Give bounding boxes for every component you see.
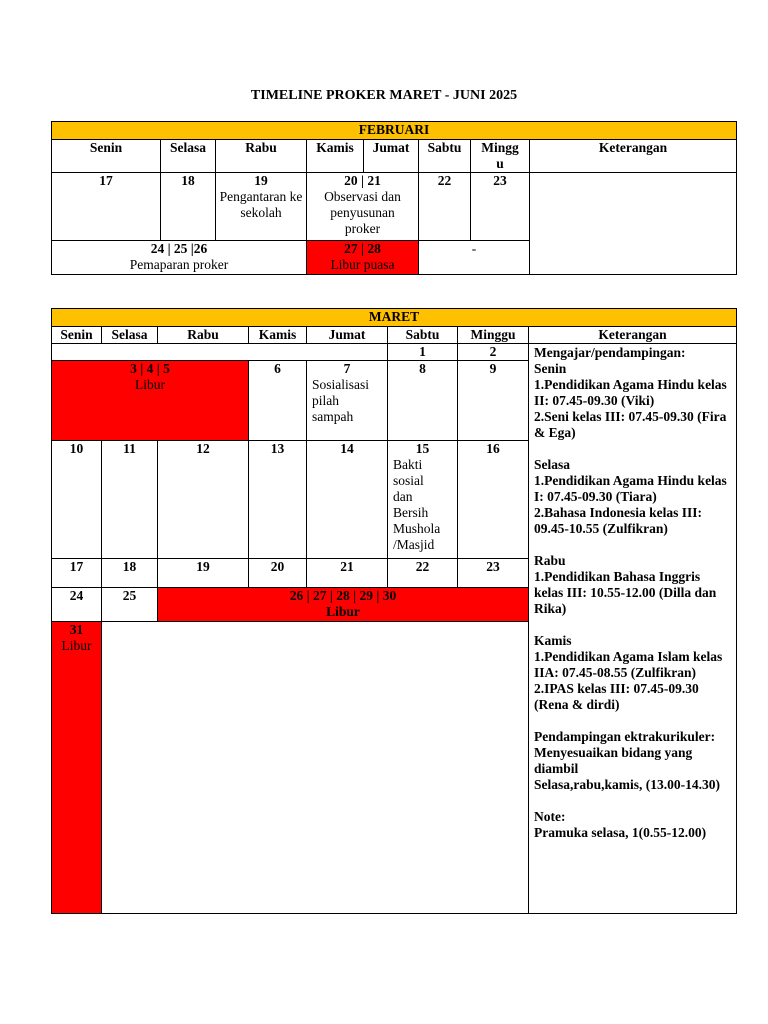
spacer	[534, 617, 731, 633]
day-event: Libur	[61, 638, 92, 653]
notes-senin-item: 1.Pendidikan Agama Hindu kelas II: 07.45-09.30 (Viki)	[534, 377, 727, 408]
day-number: 27 | 28	[344, 241, 381, 256]
keterangan-header: Keterangan	[530, 140, 737, 173]
day-header-selasa: Selasa	[102, 327, 158, 344]
day-header-sabtu: Sabtu	[388, 327, 458, 344]
day-header-rabu: Rabu	[158, 327, 249, 344]
notes-ekstra-item: Menyesuaikan bidang yang diambil	[534, 745, 693, 776]
day-header-jumat: Jumat	[307, 327, 388, 344]
empty-cell	[52, 344, 388, 361]
keterangan-notes	[529, 344, 737, 914]
day-cell-17: 17	[52, 173, 161, 241]
empty-cell	[102, 622, 529, 914]
spacer	[534, 441, 731, 457]
day-event: Libur	[326, 604, 360, 619]
empty-cell: -	[419, 241, 530, 275]
day-cell-25: 25	[102, 588, 158, 622]
day-event: Pengantaran ke sekolah	[219, 189, 303, 220]
day-cell-6: 6	[249, 361, 307, 441]
day-header-senin: Senin	[52, 140, 161, 173]
notes-senin-item: 2.Seni kelas III: 07.45-09.30 (Fira & Ega)	[534, 409, 727, 440]
day-number: 20 | 21	[344, 173, 381, 188]
day-header-minggu: Mingg u	[471, 140, 530, 173]
day-cell-16: 16	[458, 441, 529, 559]
day-event: Sosialisasi pilah sampah	[312, 377, 370, 424]
notes-senin-label: Senin	[534, 361, 567, 376]
page-title: TIMELINE PROKER MARET - JUNI 2025	[250, 88, 518, 103]
day-header-jumat: Jumat	[364, 140, 419, 173]
notes-kamis-item: 2.IPAS kelas III: 07.45-09.30 (Rena & dirdi)	[534, 681, 699, 712]
keterangan-cell	[530, 173, 737, 275]
day-cell-14: 14	[307, 441, 388, 559]
day-cell-3-5	[52, 361, 249, 441]
spacer	[534, 537, 731, 553]
notes-note-label: Note:	[534, 809, 566, 824]
day-header-rabu: Rabu	[216, 140, 307, 173]
day-cell-24-26	[52, 241, 307, 275]
day-cell-23: 23	[458, 559, 529, 588]
notes-rabu-label: Rabu	[534, 553, 566, 568]
notes-selasa-item: 2.Bahasa Indonesia kelas III: 09.45-10.55 (Zulfikran)	[534, 505, 703, 536]
day-cell-15	[388, 441, 458, 559]
day-cell-8: 8	[388, 361, 458, 441]
day-cell-13: 13	[249, 441, 307, 559]
day-event: Bakti sosial dan Bersih Mushola /Masjid	[393, 457, 441, 552]
month-header-februari: FEBRUARI	[52, 122, 737, 140]
spacer	[534, 713, 731, 729]
day-event: Libur	[135, 377, 165, 392]
day-cell-22: 22	[419, 173, 471, 241]
notes-rabu-item: 1.Pendidikan Bahasa Inggris kelas III: 10.55-12.00 (Dilla dan Rika)	[534, 569, 717, 616]
day-number: 3 | 4 | 5	[130, 361, 170, 376]
day-number: 7	[343, 361, 351, 376]
day-number: 24 | 25 |26	[150, 241, 208, 256]
notes-kamis-label: Kamis	[534, 633, 572, 648]
february-table	[51, 121, 737, 275]
notes-selasa-label: Selasa	[534, 457, 571, 472]
notes-ekstra-label: Pendampingan ektrakurikuler:	[534, 729, 716, 744]
day-cell-24: 24	[52, 588, 102, 622]
keterangan-header: Keterangan	[529, 327, 737, 344]
day-number: 15	[415, 441, 430, 456]
day-cell-18: 18	[102, 559, 158, 588]
day-cell-10: 10	[52, 441, 102, 559]
day-number: 31	[69, 622, 84, 637]
day-number: 26 | 27 | 28 | 29 | 30	[289, 588, 397, 603]
day-cell-7	[307, 361, 388, 441]
day-cell-20-21	[307, 173, 419, 241]
day-header-sabtu: Sabtu	[419, 140, 471, 173]
day-cell-9: 9	[458, 361, 529, 441]
march-table	[51, 308, 737, 914]
day-header-minggu: Minggu	[458, 327, 529, 344]
day-cell-19	[216, 173, 307, 241]
day-cell-31	[52, 622, 102, 914]
day-header-selasa: Selasa	[161, 140, 216, 173]
day-cell-17: 17	[52, 559, 102, 588]
day-event: Observasi dan penyusunan proker	[324, 189, 401, 236]
day-event: Libur puasa	[330, 257, 395, 272]
day-cell-11: 11	[102, 441, 158, 559]
day-cell-12: 12	[158, 441, 249, 559]
notes-selasa-item: 1.Pendidikan Agama Hindu kelas I: 07.45-09.30 (Tiara)	[534, 473, 727, 504]
day-header-kamis: Kamis	[307, 140, 364, 173]
day-cell-27-28	[307, 241, 419, 275]
notes-note-item: Pramuka selasa, 1(0.55-12.00)	[534, 825, 707, 840]
day-cell-19: 19	[158, 559, 249, 588]
spacer	[534, 793, 731, 809]
day-header-senin: Senin	[52, 327, 102, 344]
notes-heading: Mengajar/pendampingan:	[534, 345, 686, 360]
day-cell-21: 21	[307, 559, 388, 588]
day-event: Pemaparan proker	[129, 257, 229, 272]
notes-ekstra-item: Selasa,rabu,kamis, (13.00-14.30)	[534, 777, 721, 792]
day-number: 19	[254, 173, 268, 188]
day-cell-22: 22	[388, 559, 458, 588]
day-cell-26-30	[158, 588, 529, 622]
day-cell-23: 23	[471, 173, 530, 241]
day-header-kamis: Kamis	[249, 327, 307, 344]
day-cell-18: 18	[161, 173, 216, 241]
day-cell-20: 20	[249, 559, 307, 588]
day-cell-1: 1	[388, 344, 458, 361]
notes-kamis-item: 1.Pendidikan Agama Islam kelas IIA: 07.45-08.55 (Zulfikran)	[534, 649, 723, 680]
month-header-maret: MARET	[52, 309, 737, 327]
day-cell-2: 2	[458, 344, 529, 361]
